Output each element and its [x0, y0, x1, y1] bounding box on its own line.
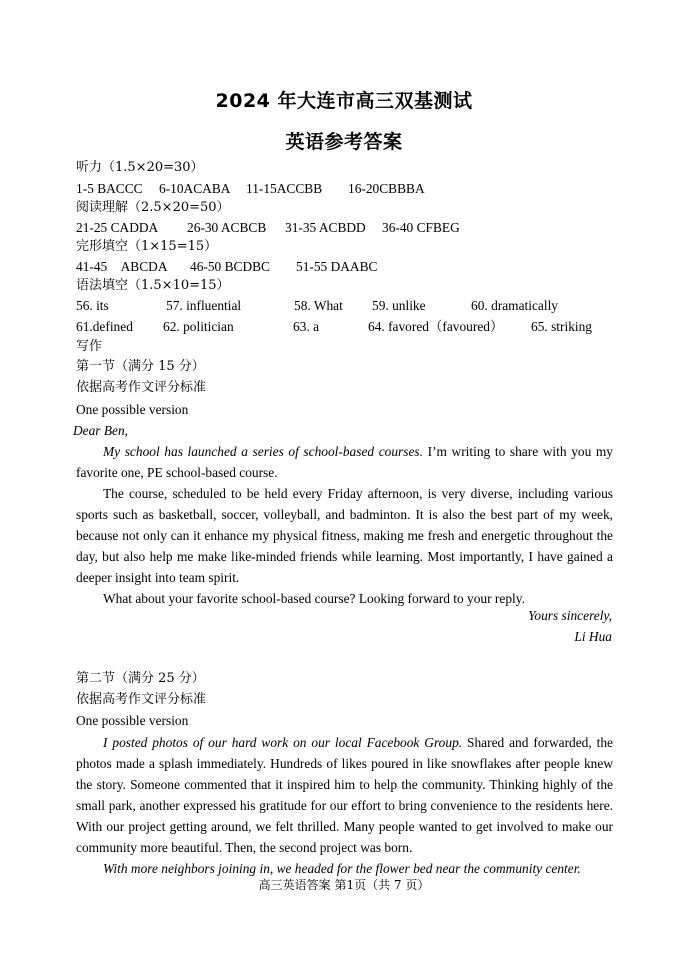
listening-answer-4: 16-20CBBBA [348, 181, 425, 196]
grammar-answer-61: 61.defined [76, 319, 133, 334]
grammar-answer-63: 63. a [293, 319, 320, 334]
section2-version: One possible version [76, 713, 189, 728]
story-body [76, 732, 613, 879]
story-paragraph-2: With more neighbors joining in, we headed for the flower bed near the community center. [103, 861, 581, 876]
letter-paragraph-3: What about your favorite school-based course? Looking forward to your reply. [103, 591, 525, 606]
cloze-answer-1: 41-45 ABCDA [76, 259, 168, 274]
section1-version: One possible version [76, 402, 189, 417]
letter-signature: Li Hua [574, 629, 612, 644]
page-subtitle: 英语参考答案 [285, 131, 403, 153]
letter-paragraph-1 [76, 441, 613, 483]
grammar-answer-57: 57. influential [166, 298, 242, 313]
listening-answer-1: 1-5 BACCC [76, 181, 143, 196]
cloze-label: 完形填空（1×15=15） [76, 239, 218, 254]
reading-answer-1: 21-25 CADDA [76, 220, 159, 235]
grammar-answer-60: 60. dramatically [471, 298, 559, 313]
letter-salutation: Dear Ben, [73, 423, 129, 438]
grammar-answer-59: 59. unlike [372, 298, 426, 313]
cloze-answer-3: 51-55 DAABC [296, 259, 378, 274]
story-p1-rest: Shared and forwarded, the photos made a splash immediately. Hundreds of likes poured in like snowflakes after people knew the story. Someone commented that it inspired him to help the community. Thinking highly of the small park, another expressed his gratitude for our effort to bring convenience to the residents here. With our project getting around, we felt thrilled. Many people wanted to get involved to make our community more beautiful. Then, the second project was born. [76, 735, 613, 855]
writing-label: 写作 [76, 339, 103, 354]
letter-body [76, 441, 613, 609]
letter-paragraph-2: The course, scheduled to be held every Friday afternoon, is very diverse, including various sports such as basketball, soccer, volleyball, and badminton. It is also the best part of my week, because not only can it enhance my physical fitness, making me fresh and energetic throughout the day, but also help me make like-minded friends while learning. Most importantly, I have gained a deeper insight into team spirit. [76, 486, 613, 585]
section1-heading: 第一节（满分 15 分） [76, 359, 205, 374]
story-paragraph-1 [76, 732, 613, 858]
page-footer: 高三英语答案 第1页（共 7 页） [258, 878, 430, 892]
grammar-answer-62: 62. politician [163, 319, 234, 334]
letter-p1-italic: My school has launched a series of school-based courses. [103, 444, 423, 459]
grammar-answer-58: 58. What [294, 298, 343, 313]
listening-answer-3: 11-15ACCBB [246, 181, 323, 196]
grammar-answer-65: 65. striking [531, 319, 593, 334]
section2-heading: 第二节（满分 25 分） [76, 671, 205, 686]
section2-criteria: 依据高考作文评分标准 [76, 692, 207, 707]
section1-criteria: 依据高考作文评分标准 [76, 380, 207, 395]
grammar-answer-64: 64. favored（favoured） [368, 319, 504, 334]
reading-answer-2: 26-30 ACBCB [187, 220, 267, 235]
letter-closing: Yours sincerely, [528, 608, 612, 623]
story-p1-italic: I posted photos of our hard work on our local Facebook Group. [103, 735, 463, 750]
reading-answer-3: 31-35 ACBDD [285, 220, 366, 235]
reading-answer-4: 36-40 CFBEG [382, 220, 460, 235]
listening-label: 听力（1.5×20=30） [76, 160, 204, 175]
page-title: 2024 年大连市高三双基测试 [215, 90, 473, 112]
grammar-answer-56: 56. its [76, 298, 109, 313]
letter-p1-rest: I’m writing to share with you my favorite one, PE school-based course. [76, 444, 614, 480]
grammar-label: 语法填空（1.5×10=15） [76, 278, 230, 293]
cloze-answer-2: 46-50 BCDBC [190, 259, 270, 274]
listening-answer-2: 6-10ACABA [159, 181, 231, 196]
reading-label: 阅读理解（2.5×20=50） [76, 200, 230, 215]
